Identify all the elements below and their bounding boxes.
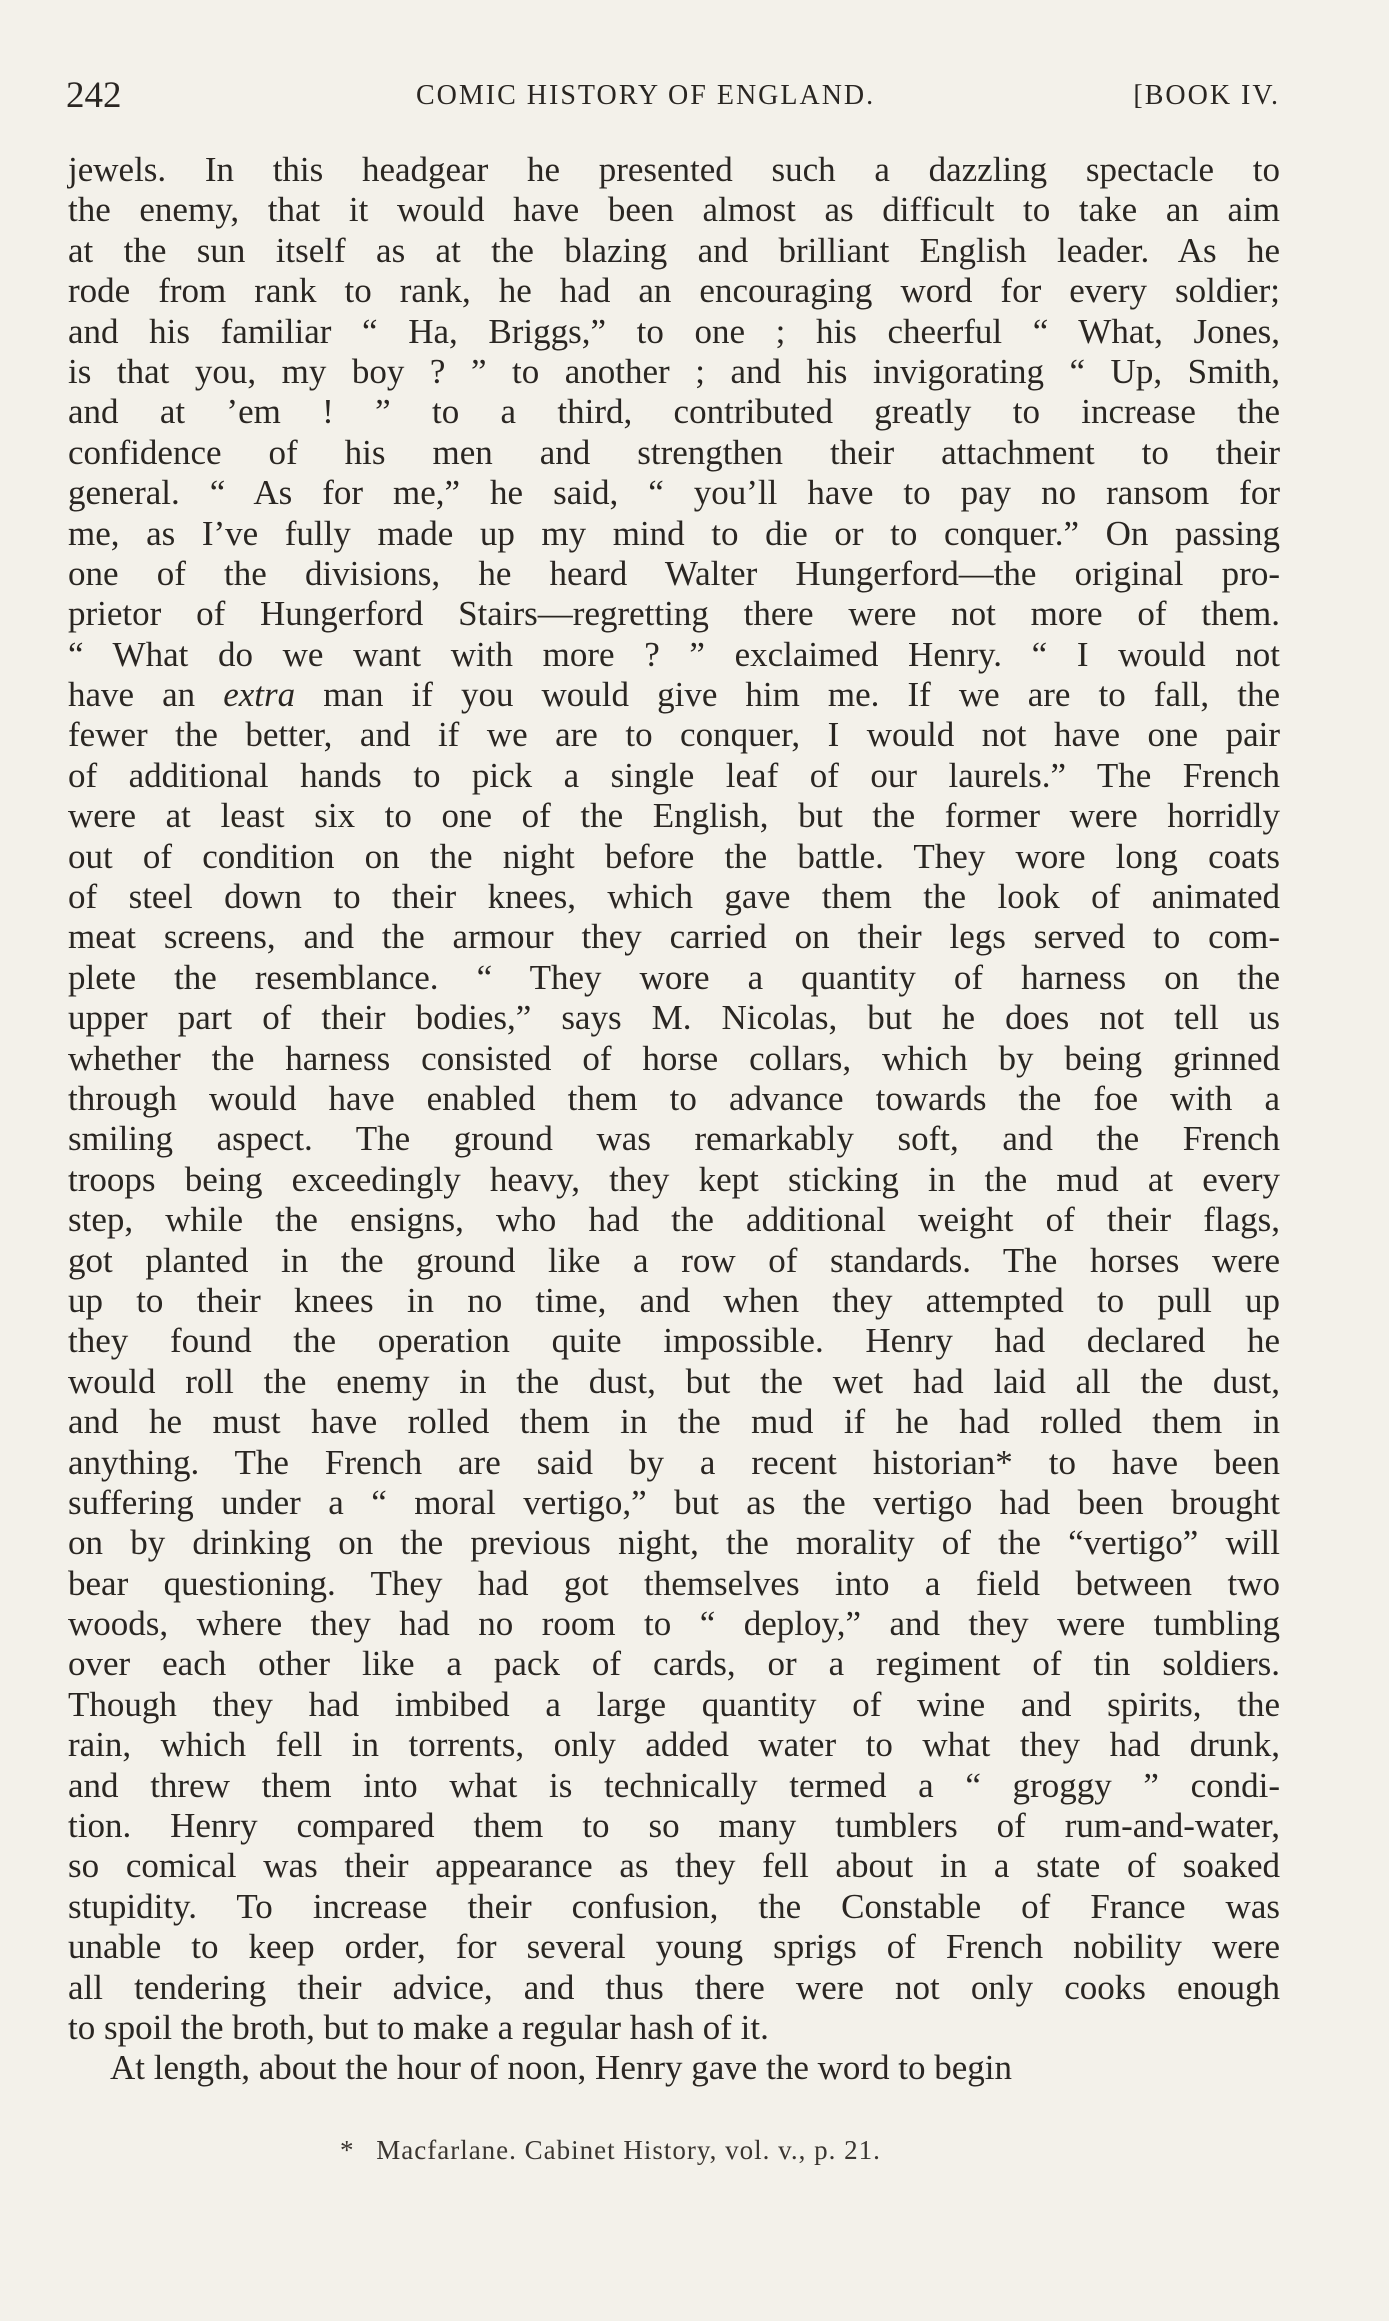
- text-line: all tendering their advice, and thus there were not only cooks enough: [68, 1967, 1280, 2007]
- text-line: were at least six to one of the English, but the former were horridly: [68, 796, 1280, 836]
- text-line: at the sun itself as at the blazing and brilliant English leader. As he: [68, 230, 1280, 270]
- text-line: one of the divisions, he heard Walter Hungerford—the original pro-: [68, 553, 1280, 593]
- text-line: woods, where they had no room to “ deploy,” and they were tumbling: [68, 1604, 1280, 1644]
- text-line: have an extra man if you would give him me. If we are to fall, the: [68, 675, 1280, 715]
- text-line: general. “ As for me,” he said, “ you’ll have to pay no ransom for: [68, 473, 1280, 513]
- text-line: stupidity. To increase their confusion, the Constable of France was: [68, 1886, 1280, 1926]
- running-title: COMIC HISTORY OF ENGLAND.: [416, 80, 876, 111]
- text-line: through would have enabled them to advance towards the foe with a: [68, 1078, 1280, 1118]
- text-line: over each other like a pack of cards, or a regiment of tin soldiers.: [68, 1644, 1280, 1684]
- text-line: Though they had imbibed a large quantity of wine and spirits, the: [68, 1684, 1280, 1724]
- text-line: unable to keep order, for several young sprigs of French nobility were: [68, 1927, 1280, 1967]
- text-line: rain, which fell in torrents, only added water to what they had drunk,: [68, 1725, 1280, 1765]
- text-line: and threw them into what is technically termed a “ groggy ” condi-: [68, 1765, 1280, 1805]
- text-line: on by drinking on the previous night, the morality of the “vertigo” will: [68, 1523, 1280, 1563]
- text-line: confidence of his men and strengthen their attachment to their: [68, 432, 1280, 472]
- footnote-text: Macfarlane. Cabinet History, vol. v., p. 21.: [376, 2135, 881, 2165]
- text-line: up to their knees in no time, and when they attempted to pull up: [68, 1280, 1280, 1320]
- text-line: prietor of Hungerford Stairs—regretting there were not more of them.: [68, 594, 1280, 634]
- text-line: plete the resemblance. “ They wore a quantity of harness on the: [68, 957, 1280, 997]
- text-line: me, as I’ve fully made up my mind to die or to conquer.” On passing: [68, 513, 1280, 553]
- text-line: out of condition on the night before the battle. They wore long coats: [68, 836, 1280, 876]
- text-line: and his familiar “ Ha, Briggs,” to one ; his cheerful “ What, Jones,: [68, 311, 1280, 351]
- footnote: [340, 2132, 881, 2168]
- text-line: meat screens, and the armour they carried on their legs served to com-: [68, 917, 1280, 957]
- page-number: 242: [66, 75, 122, 116]
- text-line: At length, about the hour of noon, Henry gave the word to begin: [110, 2048, 1013, 2088]
- body-text: [68, 150, 1280, 2089]
- running-head: [66, 74, 1280, 118]
- text-line: would roll the enemy in the dust, but the wet had laid all the dust,: [68, 1361, 1280, 1401]
- text-line: to spoil the broth, but to make a regular hash of it.: [68, 2007, 769, 2047]
- text-line: suffering under a “ moral vertigo,” but as the vertigo had been brought: [68, 1482, 1280, 1522]
- text-line: and he must have rolled them in the mud if he had rolled them in: [68, 1402, 1280, 1442]
- text-line: step, while the ensigns, who had the additional weight of their flags,: [68, 1200, 1280, 1240]
- text-line: smiling aspect. The ground was remarkably soft, and the French: [68, 1119, 1280, 1159]
- text-line: got planted in the ground like a row of standards. The horses were: [68, 1240, 1280, 1280]
- text-line: they found the operation quite impossible. Henry had declared he: [68, 1321, 1280, 1361]
- text-line: fewer the better, and if we are to conquer, I would not have one pair: [68, 715, 1280, 755]
- text-line: “ What do we want with more ? ” exclaimed Henry. “ I would not: [68, 634, 1280, 674]
- book-label: [BOOK IV.: [1133, 80, 1280, 111]
- text-line: bear questioning. They had got themselves into a field between two: [68, 1563, 1280, 1603]
- footnote-marker: *: [340, 2135, 355, 2165]
- text-line: jewels. In this headgear he presented such a dazzling spectacle to: [68, 150, 1280, 189]
- text-line: and at ’em ! ” to a third, contributed greatly to increase the: [68, 392, 1280, 432]
- text-line: is that you, my boy ? ” to another ; and his invigorating “ Up, Smith,: [68, 351, 1280, 391]
- text-line: whether the harness consisted of horse collars, which by being grinned: [68, 1038, 1280, 1078]
- text-line: rode from rank to rank, he had an encouraging word for every soldier;: [68, 271, 1280, 311]
- text-line: troops being exceedingly heavy, they kept sticking in the mud at every: [68, 1159, 1280, 1199]
- text-line: of steel down to their knees, which gave them the look of animated: [68, 877, 1280, 917]
- text-line: of additional hands to pick a single leaf of our laurels.” The French: [68, 755, 1280, 795]
- text-line: upper part of their bodies,” says M. Nicolas, but he does not tell us: [68, 998, 1280, 1038]
- text-line: tion. Henry compared them to so many tumblers of rum-and-water,: [68, 1806, 1280, 1846]
- text-line: anything. The French are said by a recent historian* to have been: [68, 1442, 1280, 1482]
- text-line: so comical was their appearance as they fell about in a state of soaked: [68, 1846, 1280, 1886]
- text-line: the enemy, that it would have been almost as difficult to take an aim: [68, 190, 1280, 230]
